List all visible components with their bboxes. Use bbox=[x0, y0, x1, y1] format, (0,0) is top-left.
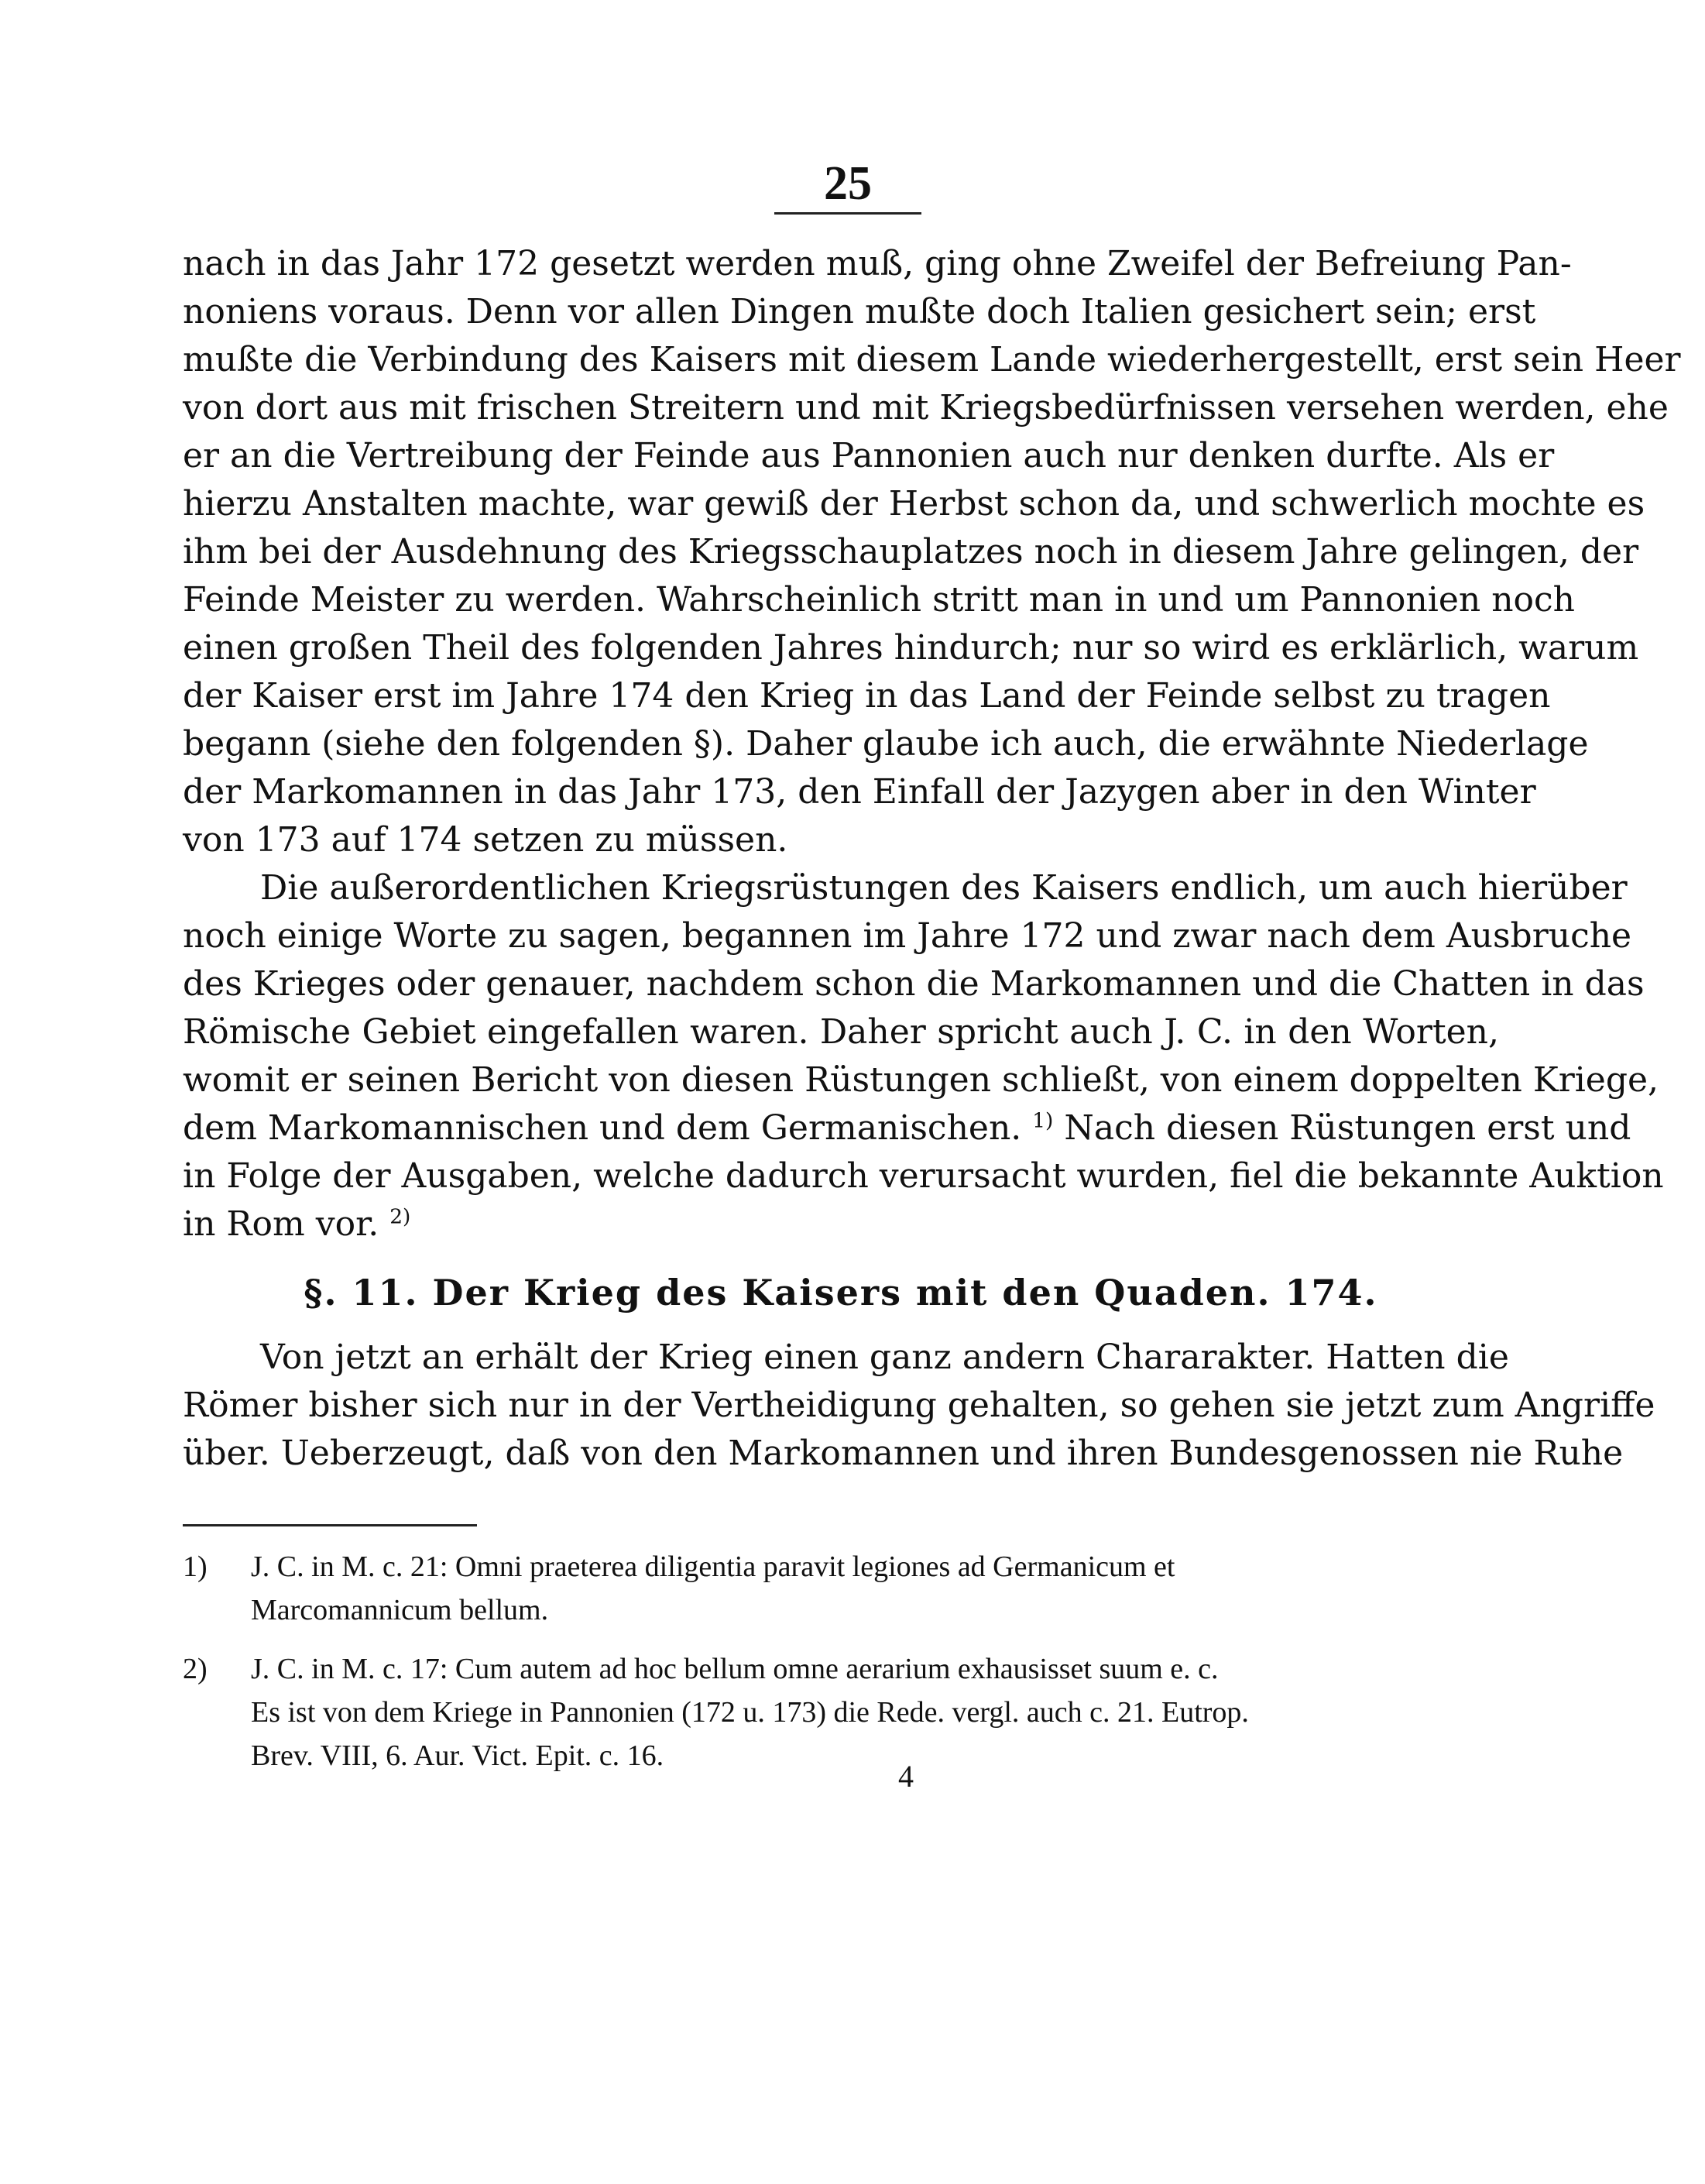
text-line: noch einige Worte zu sagen, begannen im Jahre 172 und zwar nach dem Ausbruche bbox=[183, 916, 1632, 956]
footnote-ref-1: 1) bbox=[1032, 1108, 1054, 1133]
footnote-2 bbox=[183, 1647, 1499, 1777]
footnote-1 bbox=[183, 1545, 1499, 1632]
text-segment: in Rom vor. bbox=[183, 1204, 379, 1244]
text-line: womit er seinen Bericht von diesen Rüstungen schließt, von einem doppelten Kriege, bbox=[183, 1060, 1659, 1100]
footnote-mark: 2) bbox=[183, 1653, 208, 1685]
text-line: ihm bei der Ausdehnung des Kriegsschauplatzes noch in diesem Jahre gelingen, der bbox=[183, 532, 1639, 572]
text-segment: J. C. in M. c. 17: Cum autem ad hoc bellum omne aerarium exhausisset suum e. c. bbox=[251, 1653, 1219, 1685]
page-number: 25 bbox=[824, 157, 872, 210]
paragraph-1 bbox=[183, 240, 1681, 864]
text-line: nach in das Jahr 172 gesetzt werden muß, ging ohne Zweifel der Befreiung Pan- bbox=[183, 244, 1572, 283]
text-line: über. Ueberzeugt, daß von den Markomannen und ihren Bundesgenossen nie Ruhe bbox=[183, 1434, 1624, 1473]
text-line: noniens voraus. Denn vor allen Dingen mußte doch Italien gesichert sein; erst bbox=[183, 292, 1536, 331]
footnote-ref-2: 2) bbox=[389, 1204, 411, 1229]
text-line bbox=[183, 1200, 1499, 1248]
text-line: er an die Vertreibung der Feinde aus Pannonien auch nur denken durfte. Als er bbox=[183, 436, 1555, 476]
signature-mark: 4 bbox=[898, 1759, 914, 1794]
footnote-mark: 1) bbox=[183, 1550, 208, 1583]
text-line: Von jetzt an erhält der Krieg einen ganz andern Chararakter. Hatten die bbox=[260, 1338, 1509, 1377]
text-segment: dem Markomannischen und dem Germanischen. bbox=[183, 1108, 1022, 1148]
text-line: Römer bisher sich nur in der Vertheidigung gehalten, so gehen sie jetzt zum Angriffe bbox=[183, 1386, 1655, 1425]
body-text-bottom bbox=[183, 1334, 1655, 1478]
text-line: Römische Gebiet eingefallen waren. Daher spricht auch J. C. in den Worten, bbox=[183, 1012, 1499, 1052]
text-line: einen großen Theil des folgenden Jahres hindurch; nur so wird es erklärlich, warum bbox=[183, 628, 1639, 668]
text-line: hierzu Anstalten machte, war gewiß der Herbst schon da, und schwerlich mochte es bbox=[183, 484, 1645, 524]
text-line bbox=[183, 1104, 1631, 1152]
text-line: Marcomannicum bellum. bbox=[251, 1594, 549, 1626]
body-text-top bbox=[183, 240, 1681, 1248]
text-line: begann (siehe den folgenden §). Daher glaube ich auch, die erwähnte Niederlage bbox=[183, 724, 1589, 764]
paragraph-2 bbox=[183, 864, 1664, 1248]
footnote-divider bbox=[183, 1524, 477, 1526]
page-number-rule bbox=[774, 212, 921, 215]
text-line bbox=[183, 1545, 1499, 1588]
text-line: des Krieges oder genauer, nachdem schon die Markomannen und die Chatten in das bbox=[183, 964, 1645, 1004]
text-line: in Folge der Ausgaben, welche dadurch verursacht wurden, fiel die bekannte Auktion bbox=[183, 1156, 1664, 1196]
text-line: von 173 auf 174 setzen zu müssen. bbox=[183, 820, 788, 860]
text-line: Es ist von dem Kriege in Pannonien (172 u. 173) die Rede. vergl. auch c. 21. Eutrop. bbox=[251, 1696, 1249, 1729]
text-line: mußte die Verbindung des Kaisers mit diesem Lande wiederhergestellt, erst sein Heer bbox=[183, 340, 1681, 379]
text-line: Die außerordentlichen Kriegsrüstungen des Kaisers endlich, um auch hierüber bbox=[260, 868, 1628, 908]
text-segment: Nach diesen Rüstungen erst und bbox=[1064, 1108, 1631, 1148]
text-line bbox=[183, 1647, 1499, 1691]
text-line: von dort aus mit frischen Streitern und mit Kriegsbedürfnissen versehen werden, ehe bbox=[183, 388, 1669, 428]
text-line: der Markomannen in das Jahr 173, den Einfall der Jazygen aber in den Winter bbox=[183, 772, 1536, 812]
text-line: Feinde Meister zu werden. Wahrscheinlich stritt man in und um Pannonien noch bbox=[183, 580, 1576, 620]
text-segment: J. C. in M. c. 21: Omni praeterea diligentia paravit legiones ad Germanicum et bbox=[251, 1550, 1175, 1583]
text-line: Brev. VIII, 6. Aur. Vict. Epit. c. 16. bbox=[251, 1739, 664, 1772]
section-heading: §. 11. Der Krieg des Kaisers mit den Quaden. 174. bbox=[304, 1272, 1378, 1313]
text-line: der Kaiser erst im Jahre 174 den Krieg in das Land der Feinde selbst zu tragen bbox=[183, 676, 1551, 716]
footnotes bbox=[183, 1545, 1499, 1793]
